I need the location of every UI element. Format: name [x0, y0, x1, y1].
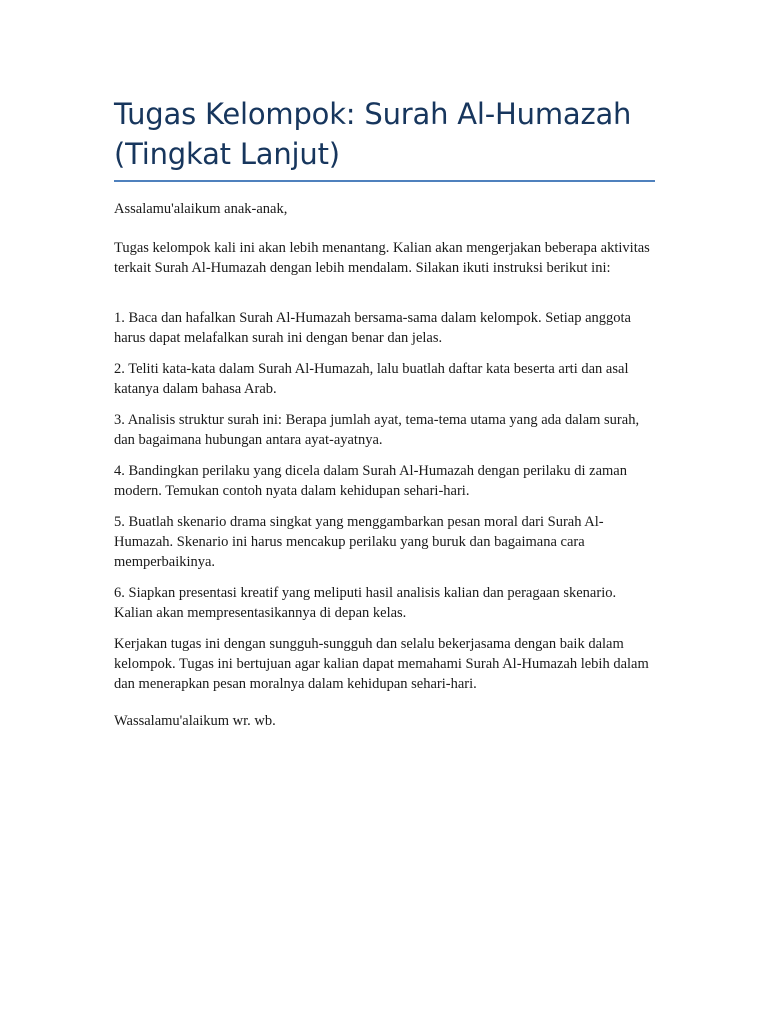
- task-item-2: 2. Teliti kata-kata dalam Surah Al-Humazah, lalu buatlah daftar kata beserta arti dan asal katanya dalam bahasa Arab.: [114, 361, 629, 397]
- task-item-6: 6. Siapkan presentasi kreatif yang meliputi hasil analisis kalian dan peragaan skenario. Kalian akan mempresentasikannya di depan kelas.: [114, 585, 617, 621]
- task-item-4: 4. Bandingkan perilaku yang dicela dalam Surah Al-Humazah dengan perilaku di zaman modern. Temukan contoh nyata dalam kehidupan sehari-hari.: [114, 463, 627, 499]
- task-item-3: 3. Analisis struktur surah ini: Berapa jumlah ayat, tema-tema utama yang ada dalam surah, dan bagaimana hubungan antara ayat-ayatnya.: [114, 412, 640, 448]
- intro-paragraph: Tugas kelompok kali ini akan lebih menantang. Kalian akan mengerjakan beberapa aktivitas terkait Surah Al-Humazah dengan lebih mendalam. Silakan ikuti instruksi berikut ini:: [114, 240, 650, 276]
- signoff-paragraph: Wassalamu'alaikum wr. wb.: [114, 713, 276, 729]
- closing-paragraph: Kerjakan tugas ini dengan sungguh-sungguh dan selalu bekerjasama dengan baik dalam kelompok. Tugas ini bertujuan agar kalian dapat memahami Surah Al-Humazah lebih dalam dan menerapkan pesan moralnya dalam kehidupan sehari-hari.: [114, 636, 649, 692]
- title-divider: [114, 180, 655, 182]
- greeting-paragraph: Assalamu'alaikum anak-anak,: [114, 201, 288, 217]
- task-item-5: 5. Buatlah skenario drama singkat yang menggambarkan pesan moral dari Surah Al-Humazah. Skenario ini harus mencakup perilaku yang buruk dan bagaimana cara memperbaikinya.: [114, 514, 604, 570]
- title-line-2: (Tingkat Lanjut): [114, 137, 340, 171]
- task-item-1: 1. Baca dan hafalkan Surah Al-Humazah bersama-sama dalam kelompok. Setiap anggota harus dapat melafalkan surah ini dengan benar dan jelas.: [114, 310, 631, 346]
- title-line-1: Tugas Kelompok: Surah Al-Humazah: [114, 97, 632, 131]
- document-title: [114, 94, 656, 174]
